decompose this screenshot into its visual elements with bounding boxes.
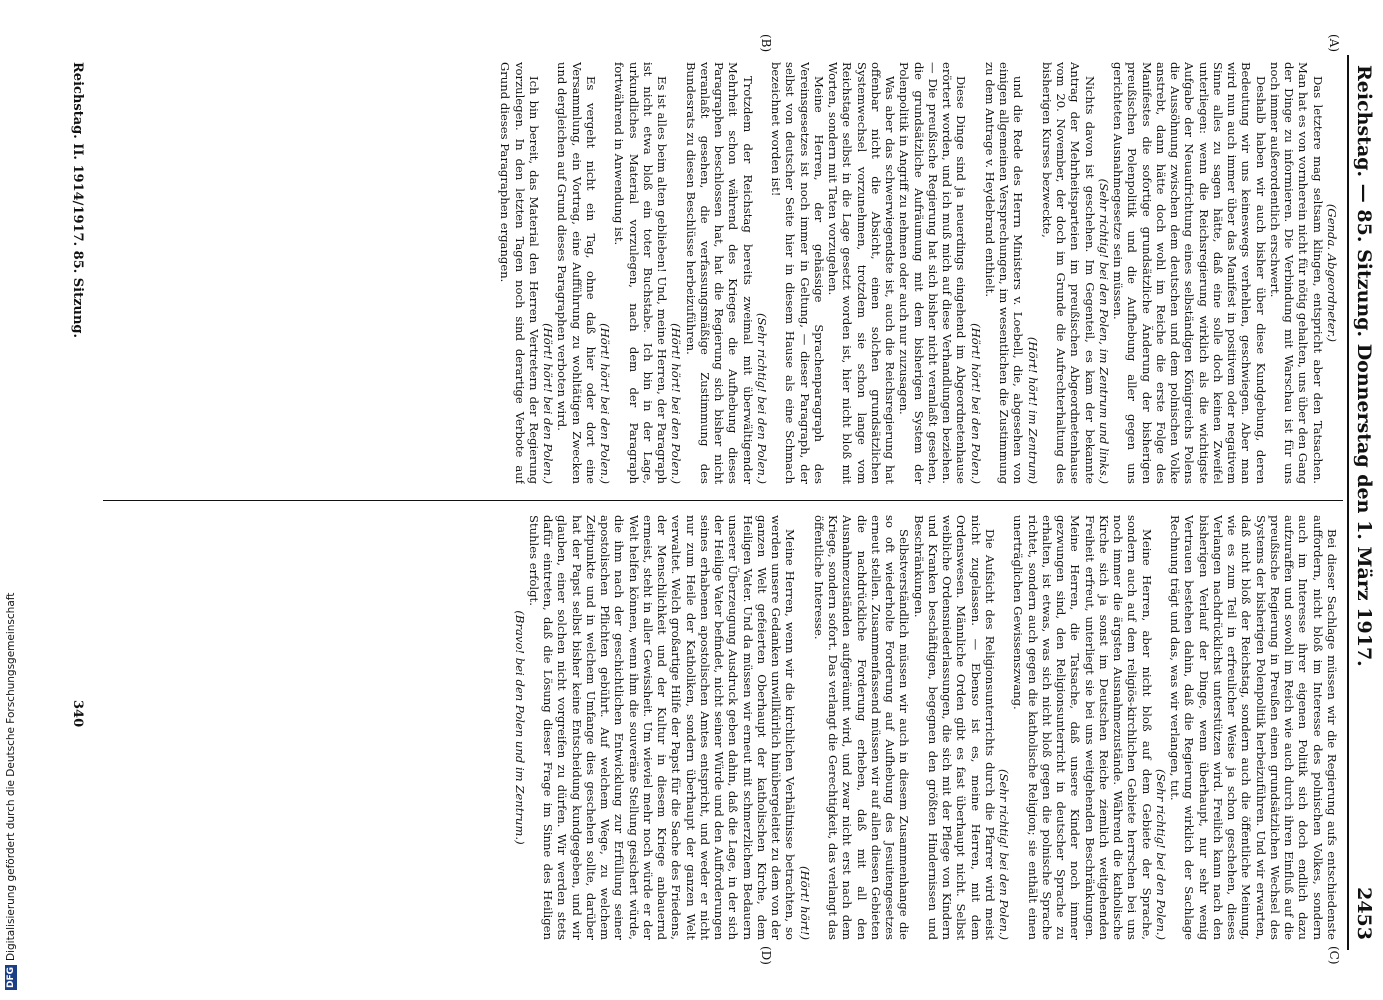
interjection: (Hört! hört! bei den Polen.) <box>598 323 613 484</box>
interjection: (Sehr richtig! bei den Polen, im Zentrum und links.) <box>1097 178 1111 484</box>
interjection: (Sehr richtig! bei den Polen.) <box>1154 768 1168 940</box>
paragraph: Nichts davon ist geschehen. Im Gegenteil, es kam der bekannte Antrag der Mehrheitsparteien im preußischen Abgeordnetenhause vom 20. November, der doch im Grunde die Aufrechterhaltung des bisherigen Kurses bezweckte, <box>1040 62 1097 484</box>
left-text-column <box>99 62 1339 484</box>
interjection: (Sehr richtig! bei den Polen.) <box>997 768 1012 940</box>
interjection: (Hört! hört! bei den Polen.) <box>541 323 556 484</box>
interjection: (Hört! hört! bei den Polen.) <box>968 323 983 484</box>
paragraph: Bei dieser Sachlage müssen wir die Regierung aufs entschiedenste auffordern, nicht bloß im Interesse des polnischen Volkes, sondern auch im Interesse ihrer eigenen Politik sich doch endlich dazu aufzuraffen und sowohl im Reich wie auch durch ihren Einfluß auf die preußische Regierung in Preußen einen grundsätzlichen Wechsel des Systems der bisherigen Polenpolitik herbeizuführen. Und wir erwarten, daß nicht bloß der Reichstag, sondern auch die öffentliche Meinung, wie es zum Teil in erfreulicher Weise ja schon geschehen, dieses Verlangen nachdrücklichst unterstützen wird. Freilich kann nach den bisherigen Verlauf der Dinge, wenn überhaupt, nur sehr wenig Vertrauen bestehen dahin, daß die Regierung wirklich der Sachlage Rechnung trägt und das, was wir verlangen, tut. <box>1168 515 1339 940</box>
dfg-logo: DFG <box>6 966 16 988</box>
right-text-column <box>99 515 1339 940</box>
paragraph: Die Aufsicht des Religionsunterrichts durch die Pfarrer wird meist nicht zugelassen. — Ebenso ist es, meine Herren, mit dem Ordenswesen. Männliche Orden gibt es fast überhaupt nicht. Selbst weibliche Ordensniederlassungen, die sich mit der Pflege von Kindern und Kranken beschäftigen, begegnen den größten Hindernissen und Beschränkungen. <box>911 515 997 940</box>
paragraph: Trotzdem der Reichstag bereits zweimal mit überwältigender Mehrheit schon während des Krieges die Aufhebung dieses Paragraphen beschlossen hat, hat die Regierung sich bisher nicht veranlaßt gesehen, die verfassungsmäßige Zustimmung des Bundesrats zu diesen Beschlüsse herbeizuführen. <box>683 62 755 484</box>
margin-marker-d: (D) <box>759 946 773 965</box>
header-rule <box>1347 55 1349 950</box>
paragraph: Meine Herren, aber nicht bloß auf dem Gebiete der Sprache, sondern auch auf dem religiös-kirchlichen Gebiete herrschen bei uns noch immer die ärgsten Ausnahmezustände. Während die katholische Kirche sich ja sonst im Deutschen Reiche ziemlich weitgehenden Freiheit erfreut, unterliegt sie bei uns weitgehenden Beschränkungen. Meine Herren, die Tatsache, daß unsere Kinder noch immer gezwungen sind, den Religionsunterricht in deutscher Sprache zu erhalten, ist etwas, was sich nicht bloß gegen die polnische Sprache richtet, sondern auch gegen die katholische Religion; sie enthält einen unerträglichen Gewissenszwang. <box>1011 515 1154 940</box>
footer-page-number: 340 <box>70 700 85 728</box>
paragraph: Es vergeht nicht ein Tag, ohne daß hier oder dort eine Versammlung, ein Vortrag, eine Aufführung zu wohltätigen Zwecken und dergleichen auf Grund dieses Paragraphen verboten wird. <box>555 62 598 484</box>
paragraph: Meine Herren, der gehässige Sprachenparagraph des Vereinsgesetzes ist noch immer in Geltung, — dieser Paragraph, der selbst von deutscher Seite hier in diesem Hause als eine Schmach bezeichnet worden ist! <box>769 62 826 484</box>
column-divider <box>103 500 1343 501</box>
speaker-note: (Genda. Abgeordneter.) <box>1325 203 1339 343</box>
digitization-notice-text: Digitalisierung gefördert durch die Deutsche Forschungsgemeinschaft <box>5 592 17 961</box>
margin-marker-c: (C) <box>1327 946 1341 965</box>
paragraph: Meine Herren, wenn wir die kirchlichen Verhältnisse betrachten, so werden unsere Gedanken unwillkürlich hinübergeleitet zu dem von der ganzen Welt gefeierten Oberhaupt der katholischen Kirche, dem Heiligen Vater. Und da müssen wir erneut mit schmerzlichem Bedauern unserer Überzeugung Ausdruck geben dahin, daß die Lage, in der sich der Heilige Vater befindet, nicht seiner Würde und den Aufforderungen seines erhabenen apostolischen Amtes entspricht, und weder er nicht nur zum Heile der Katholiken, sondern überhaupt der ganzen Welt verwaltet. Welch großartige Hilfe der Papst für die Sache des Friedens, der Menschlichkeit und der Kultur in diesem Kriege anbauernd ermeist, steht in aller Gewissheit. Um wieviel mehr noch würde er der Welt helfen können, wenn ihm die souveräne Stellung gesichert würde, die ihm nach der geschichtlichen Entwicklung zur Erfüllung seiner apostolischen Pflichten gebührt. Auf welchem Wege, zu welchem Zeitpunkte und in welchem Umfange dies geschehen sollte, darüber hat der Papst selbst bisher keine Entscheidung kundgegeben, und wir glauben, einer solchen nicht vorgreifen zu dürfen. Wir werden stets dafür eintreten, daß die Lösung dieser Frage im Sinne des Heiligen Stuhles erfolgt. <box>527 515 798 940</box>
paragraph: Das letztere mag seltsam klingen, entspricht aber den Tatsachen. Man hat es von vornherein nicht für nötig gehalten, uns über den Gang der Dinge zu informieren. Die Verbindung mit Warschau ist für uns noch immer außerordentlich erschwert. <box>1268 62 1325 484</box>
footer-left: Reichstag. II. 1914/1917. 85. Sitzung. <box>70 62 85 339</box>
interjection: (Hört! hört!) <box>797 866 812 940</box>
page-number: 2453 <box>1353 887 1375 940</box>
interjection: (Hört! hört! im Zentrum) <box>1025 336 1040 484</box>
paragraph: Es ist alles beim alten geblieben! Und, meine Herren, der Paragraph ist nicht etwa bloß ein toter Buchstabe. Ich bin in der Lage, urkundliches Material vorzulegen, nach dem der Paragraph fortwährend in Anwendung ist. <box>612 62 670 484</box>
paragraph: und die Rede des Herrn Ministers v. Loebell, die, abgesehen von einigen allgemeinen Versprechungen, im wesentlichen die Zustimmung zu dem Antrage v. Heydebrand enthielt. <box>983 62 1026 484</box>
interjection: (Bravo! bei den Polen und im Zentrum.) <box>512 610 527 845</box>
digitization-notice <box>0 0 22 990</box>
paragraph: Diese Dinge sind ja neuerdings eingehend im Abgeordnetenhause erörtert worden, und ich muß mich auf diese Verhandlungen beziehen. — Die preußische Regierung hat sich bisher nicht veranlaßt gesehen, die grundsätzliche Aufräumung mit dem bisherigen System der Polenpolitik in Angriff zu nehmen oder auch nur zuzusagen. <box>897 62 969 484</box>
interjection: (Hört! hört! bei den Polen.) <box>669 323 684 484</box>
paragraph: Selbstverständlich müssen wir auch in diesem Zusammenhange die so oft wiederholte Forderung auf Aufhebung des Jesuitengesetzes erneut stellen. Zusammenfassend müssen wir auf allen diesen Gebieten die nachdrückliche Forderung erheben, daß mit all den Ausnahmezuständen aufgeräumt wird, und zwar nicht erst nach dem Kriege, sondern sofort. Das verlangt die Gerechtigkeit, das verlangt das öffentliche Interesse. <box>812 515 912 940</box>
interjection: (Sehr richtig! bei den Polen.) <box>755 312 769 484</box>
page-header: Reichstag. — 85. Sitzung. Donnerstag den 1. März 1917. <box>1353 65 1375 667</box>
paragraph: Was aber das schwerwiegendste ist, auch die Reichsregierung hat offenbar nicht die Absicht, einen solchen grundsätzlichen Systemwechsel vorzunehmen, trotzdem sie schon lange vom Reichstage selbst in die Lage gesetzt worden ist, hier nicht bloß mit Worten, sondern mit Taten vorzugehen. <box>826 62 898 484</box>
margin-marker-a: (A) <box>1327 34 1341 53</box>
paragraph: Ich bin bereit, das Material den Herren Vertretern der Regierung vorzulegen. In den letzten Tagen noch sind derartige Verbote auf Grund dieses Paragraphen ergangen. <box>498 62 541 484</box>
margin-marker-b: (B) <box>759 34 773 53</box>
paragraph: Deshalb haben wir auch bisher über diese Kundgebung, deren Bedeutung wir uns keineswegs verhehlen, geschwiegen. Aber man wird nun auch immer über das Manifest in positivem oder negativem Sinne alles zu sagen hätte, daß eine solle doch keinen Zweifel unterliegen: wenn die Reichsregierung wirklich als die wichtigste Aufgabe der Neuaufrichtung eines selbständigen Königreichs Polens die Aussöhnung zwischen dem deutschen und dem polnischen Volke anstrebt, dann hätte doch wohl im Reiche die erste Folge des Manifestes die sofortige grundsätzliche Änderung der bisherigen preußischen Polenpolitik und die Aufhebung aller gegen uns gerichteten Ausnahmegesetze sein müssen. <box>1111 62 1268 484</box>
